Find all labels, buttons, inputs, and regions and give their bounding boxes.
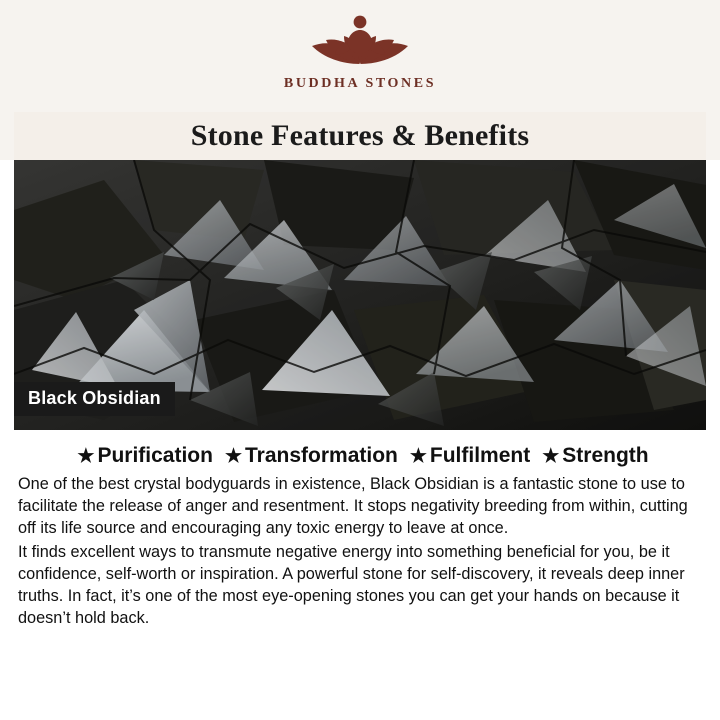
hero-image — [14, 160, 706, 430]
keyword-item — [225, 444, 398, 468]
star-icon: ★ — [542, 445, 560, 467]
keyword-item — [410, 444, 530, 468]
keyword-label: Fulfilment — [429, 444, 531, 467]
brand-name: BUDDHA STONES — [283, 76, 437, 91]
description-paragraph-1: One of the best crystal bodyguards in existence, Black Obsidian is a fantastic stone to use to facilitate the release of anger and resentment. It stops negativity breeding from within, cutting off its life source and encouraging any toxic energy to leave at once. — [18, 475, 688, 537]
keyword-row — [18, 444, 702, 468]
lotus-meditation-icon — [294, 8, 426, 74]
footer-spacer — [14, 708, 706, 720]
star-icon: ★ — [77, 445, 95, 467]
hero-caption: Black Obsidian — [14, 382, 175, 416]
keyword-item — [77, 444, 213, 468]
content-block — [14, 430, 706, 630]
description-paragraph-2: It finds excellent ways to transmute negative energy into something beneficial for you, be it confidence, self-worth or inspiration. A powerful stone for self-discovery, it reveals deep inner truths. In fact, it’s one of the most eye-opening stones you can get your hands on because it doesn’t hold back. — [18, 543, 685, 627]
header — [0, 0, 720, 160]
keyword-label: Purification — [97, 444, 213, 467]
star-icon: ★ — [409, 445, 427, 467]
keyword-item — [542, 444, 648, 468]
brand-block — [0, 8, 720, 108]
keyword-label: Strength — [562, 444, 649, 467]
page-title: Stone Features & Benefits — [190, 119, 530, 152]
star-icon: ★ — [224, 445, 242, 467]
keyword-label: Transformation — [245, 444, 398, 467]
title-bar — [14, 112, 706, 160]
